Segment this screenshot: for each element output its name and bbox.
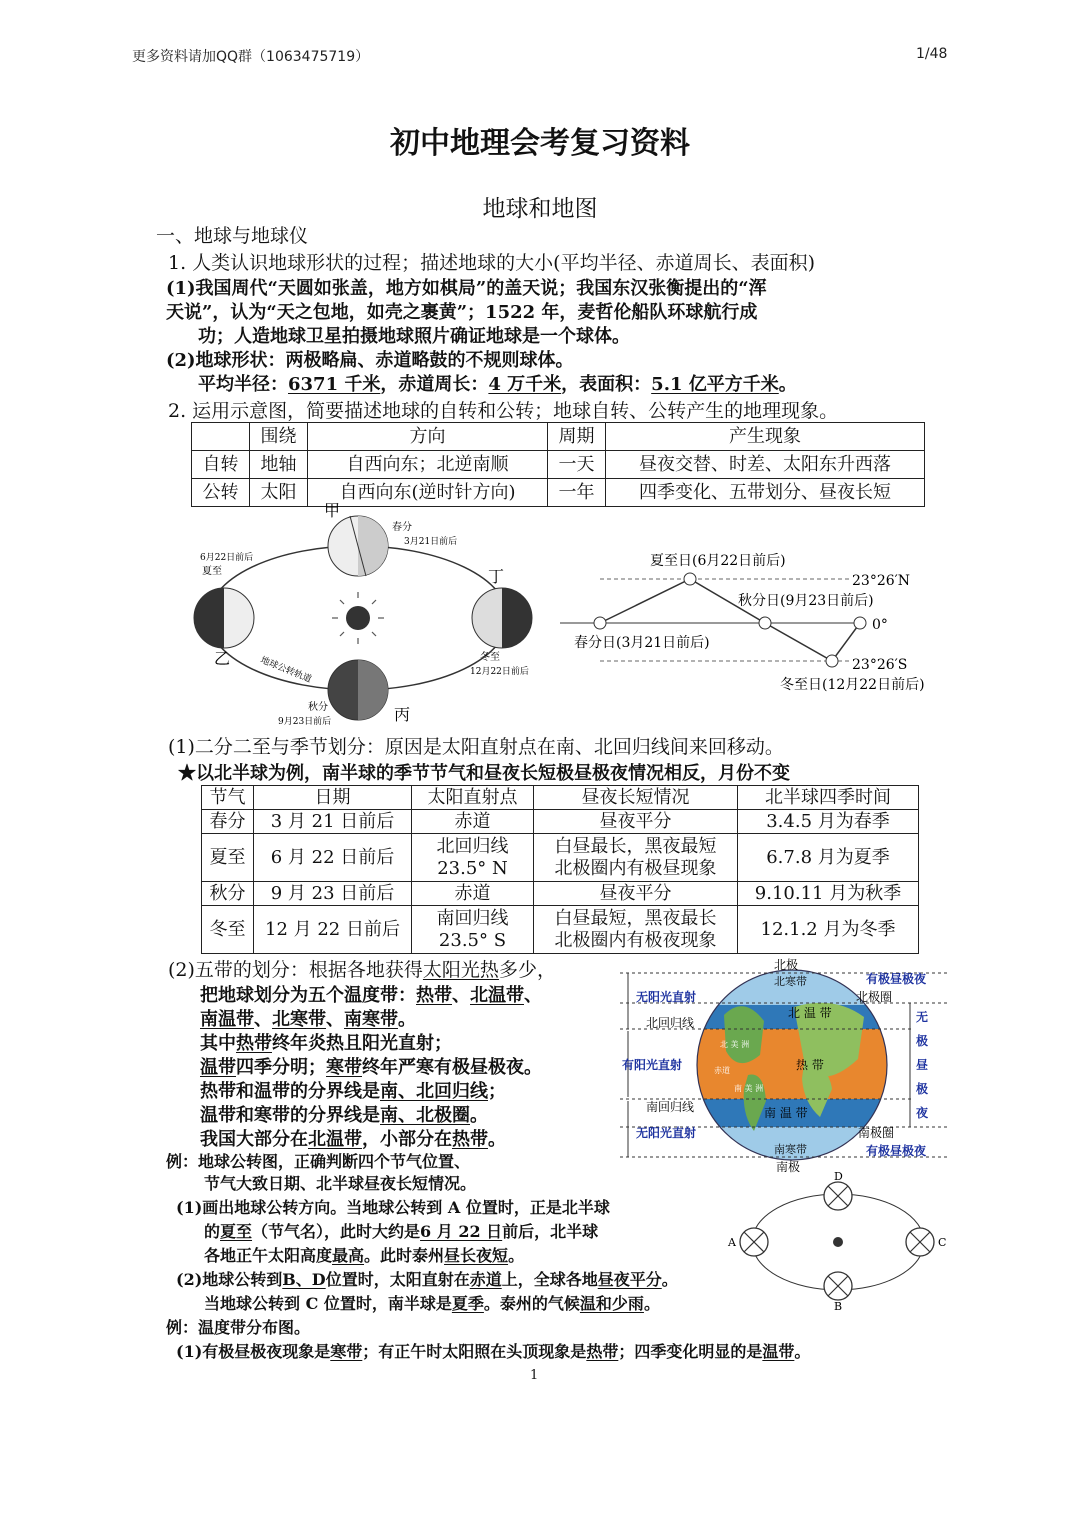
tropic-s-label: 23°26′S <box>852 657 908 673</box>
zones-line-6 <box>200 1080 506 1104</box>
table-header-row <box>202 786 919 810</box>
chunfen-date: 3月21日前后 <box>404 537 458 547</box>
xiazhi-label: 夏至日(6月22日前后) <box>650 553 786 569</box>
label-bing: 丙 <box>394 705 411 724</box>
text: 。 <box>488 1129 506 1150</box>
example1-line-2: 节气大致日期、北半球昼夜长短情况。 <box>204 1174 477 1193</box>
text: 热带和温带的分界线是 <box>200 1081 380 1102</box>
example1-line-3: (1)画出地球公转方向。当地球公转到 A 位置时，正是北半球 <box>176 1198 610 1217</box>
example2-line-2 <box>176 1340 810 1364</box>
answer: 4 万千米 <box>488 374 562 395</box>
cell-line: 白昼最长，黑夜最短 <box>554 835 717 857</box>
char: 极 <box>916 1082 929 1096</box>
text: 的 <box>204 1222 221 1241</box>
table-cell <box>534 906 738 954</box>
label-yi: 乙 <box>214 649 231 668</box>
table-cell: 夏至 <box>202 834 254 882</box>
table-cell: 一天 <box>548 451 606 479</box>
point-2: 2. 运用示意图，简要描述地球的自转和公转；地球自转、公转产生的地理现象。 <box>168 400 839 422</box>
text: 当地球公转到 C 位置时，南半球是 <box>204 1294 452 1313</box>
tropic-capricorn-label: 南回归线 <box>646 1100 695 1114</box>
answer: 热带 <box>586 1342 619 1361</box>
text: 把地球划分为五个温度带： <box>200 985 416 1006</box>
qiufen-label: 秋分日(9月23日前后) <box>738 593 874 609</box>
dongzhi-label: 冬至日(12月22日前后) <box>780 677 925 693</box>
answer: 6 月 22 日 <box>420 1222 503 1241</box>
table-cell: 北半球四季时间 <box>738 786 919 810</box>
char: 昼 <box>916 1058 929 1072</box>
text: ，小部分在 <box>362 1129 452 1150</box>
orbit-label: 地球公转轨道 <box>258 655 313 686</box>
example1-line-6 <box>176 1268 678 1292</box>
example1-line-4 <box>204 1220 598 1244</box>
table-cell: 6.7.8 月为夏季 <box>738 834 919 882</box>
text: 温带和寒带的分界线是 <box>200 1105 380 1126</box>
text: (2)地球公转到 <box>176 1270 283 1289</box>
zones-line-2 <box>200 984 542 1008</box>
text: 。 <box>794 1342 811 1361</box>
answer: 最高 <box>332 1246 365 1265</box>
label-c: C <box>938 1236 947 1249</box>
zones-line-3 <box>200 1008 416 1032</box>
text: 平均半径： <box>198 374 288 395</box>
table-cell: 地轴 <box>250 451 308 479</box>
qiufen-date: 9月23日前后 <box>278 717 332 727</box>
polar-bottom-label: 有极昼极夜 <box>866 1144 927 1158</box>
text: 四季分明； <box>236 1057 326 1078</box>
table-row <box>202 834 919 882</box>
char: 无 <box>916 1010 929 1024</box>
answer: 热带 <box>236 1033 272 1054</box>
text: 位置时，太阳直射在 <box>325 1270 470 1289</box>
text: 、 <box>452 985 470 1006</box>
answer: 昼夜平分 <box>597 1270 662 1289</box>
north-temperate-label: 北 温 带 <box>788 1006 832 1020</box>
tropical-label: 热 带 <box>796 1058 824 1072</box>
table-cell: 赤道 <box>412 882 534 906</box>
south-america-label: 南 美 洲 <box>734 1084 764 1093</box>
table-cell: 公转 <box>192 479 250 507</box>
table-cell <box>534 834 738 882</box>
text: 。 <box>643 1294 660 1313</box>
abcd-orbit-diagram <box>724 1172 950 1312</box>
table-cell: 方向 <box>308 423 548 451</box>
text: 终年炎热且阳光直射； <box>272 1033 452 1054</box>
text: 、 <box>524 985 542 1006</box>
earth-top <box>328 516 388 576</box>
answer: 夏季 <box>451 1294 484 1313</box>
no-direct-top-label: 无阳光直射 <box>636 990 697 1004</box>
table-cell: 3.4.5 月为春季 <box>738 810 919 834</box>
answer: 5.1 亿平方千米 <box>651 374 779 395</box>
table-header-row <box>192 423 925 451</box>
earth-left <box>194 588 254 648</box>
answer: 太阳光热 <box>422 959 499 981</box>
zones-line-1 <box>168 958 556 982</box>
solar-terms-table <box>201 785 919 954</box>
section-title: 地球和地图 <box>482 196 598 222</box>
answer: 热带 <box>452 1129 488 1150</box>
chunfen-label: 春分日(3月21日前后) <box>574 635 710 651</box>
table-cell: 秋分 <box>202 882 254 906</box>
zones-line-7 <box>200 1104 488 1128</box>
dongzhi-label: 冬至 <box>480 652 500 663</box>
zones-line-8 <box>200 1128 506 1152</box>
header-note: 更多资料请加QQ群（1063475719） <box>132 49 370 65</box>
sun-icons <box>594 573 866 667</box>
table-cell: 太阳直射点 <box>412 786 534 810</box>
example1-line-5 <box>204 1244 524 1268</box>
table-cell: 自转 <box>192 451 250 479</box>
qiufen-label: 秋分 <box>308 702 328 713</box>
answer: 赤道 <box>469 1270 502 1289</box>
page-title: 初中地理会考复习资料 <box>390 126 690 161</box>
cell-line: 北回归线 <box>436 835 509 857</box>
answer: 昼长夜短 <box>444 1246 509 1265</box>
table-cell: 自西向东(逆时针方向) <box>308 479 548 507</box>
north-pole-label: 北极 <box>774 958 799 972</box>
table-cell: 产生现象 <box>606 423 925 451</box>
text: 、 <box>326 1009 344 1030</box>
text: 终年严寒有极昼极夜。 <box>362 1057 542 1078</box>
table-row <box>202 906 919 954</box>
table-cell: 周期 <box>548 423 606 451</box>
earth-orbit-diagram <box>190 500 560 728</box>
table-cell <box>192 423 250 451</box>
earth-shape: (2)地球形状：两极略扁、赤道略鼓的不规则球体。 <box>166 350 574 371</box>
sun-icon <box>833 1237 843 1247</box>
answer: 温带 <box>762 1342 795 1361</box>
direct-label: 有阳光直射 <box>622 1058 683 1072</box>
table-cell: 12 月 22 日前后 <box>254 906 412 954</box>
antarctic-circle-label: 南极圈 <box>858 1126 895 1140</box>
south-temperate-label: 南 温 带 <box>764 1106 808 1120</box>
table-row <box>202 810 919 834</box>
text: 前后，北半球 <box>502 1222 599 1241</box>
text: ；四季变化明显的是 <box>618 1342 763 1361</box>
text: 。泰州的气候 <box>483 1294 580 1313</box>
table-cell: 四季变化、五带划分、昼夜长短 <box>606 479 925 507</box>
table-cell: 太阳 <box>250 479 308 507</box>
label-ding: 丁 <box>488 567 505 586</box>
page-counter: 1/48 <box>916 46 948 62</box>
text: 其中 <box>200 1033 236 1054</box>
text: ，赤道周长： <box>380 374 489 395</box>
equator-label: 0° <box>872 617 888 633</box>
no-polar-vertical-label <box>915 1009 929 1120</box>
seasons-cause: (1)二分二至与季节划分：原因是太阳直射点在南、北回归线间来回移动。 <box>168 736 784 758</box>
example2-line-1: 例：温度带分布图。 <box>166 1318 311 1337</box>
text: ，表面积： <box>561 374 652 395</box>
south-frigid-label: 南寒带 <box>774 1143 807 1156</box>
text: ；有正午时太阳照在头顶现象是 <box>362 1342 587 1361</box>
answer: 温带 <box>200 1057 236 1078</box>
text: ； <box>488 1081 506 1102</box>
earth-right <box>472 588 532 648</box>
table-cell: 昼夜平分 <box>534 882 738 906</box>
text: (2)五带的划分：根据各地获得 <box>168 959 423 981</box>
char: 夜 <box>916 1106 929 1120</box>
table-cell: 6 月 22 日前后 <box>254 834 412 882</box>
no-direct-bottom-label: 无阳光直射 <box>636 1126 697 1140</box>
example1-line-7 <box>204 1292 660 1316</box>
table-cell: 节气 <box>202 786 254 810</box>
label-b: B <box>834 1300 843 1312</box>
table-row <box>202 882 919 906</box>
answer: B、D <box>282 1270 326 1289</box>
cell-line: 北极圈内有极夜现象 <box>554 929 717 951</box>
label-d: D <box>834 1172 843 1183</box>
table-cell: 9 月 23 日前后 <box>254 882 412 906</box>
earth-bottom <box>328 660 388 720</box>
tropic-cancer-label: 北回归线 <box>646 1016 695 1030</box>
text: 、 <box>254 1009 272 1030</box>
page-number: 1 <box>530 1368 539 1383</box>
table-cell: 春分 <box>202 810 254 834</box>
text: 。此时泰州 <box>364 1246 445 1265</box>
text: (1)有极昼极夜现象是 <box>176 1342 331 1361</box>
text: 各地正午太阳高度 <box>204 1246 333 1265</box>
example1-line-1: 例：地球公转图，正确判断四个节气位置、 <box>166 1152 471 1171</box>
table-row <box>192 451 925 479</box>
table-cell: 12.1.2 月为冬季 <box>738 906 919 954</box>
table-cell: 9.10.11 月为秋季 <box>738 882 919 906</box>
sun-direct-point-diagram <box>560 545 930 695</box>
section-heading: 一、地球与地球仪 <box>156 225 309 247</box>
answer: 热带 <box>416 985 452 1006</box>
answer: 南、北极圈 <box>380 1105 470 1126</box>
answer: 寒带 <box>326 1057 362 1078</box>
answer: 温和少雨 <box>579 1294 644 1313</box>
answer: 夏至 <box>220 1222 253 1241</box>
text: 。 <box>661 1270 678 1289</box>
tropic-n-label: 23°26′N <box>852 573 911 589</box>
point-1: 1. 人类认识地球形状的过程；描述地球的大小(平均半径、赤道周长、表面积) <box>168 252 815 274</box>
seasons-note: ★以北半球为例，南半球的季节节气和昼夜长短极昼极夜情况相反，月份不变 <box>178 763 790 784</box>
cell-line: 白昼最短，黑夜最长 <box>554 907 717 929</box>
text: （节气名），此时大约是 <box>252 1222 421 1241</box>
table-cell: 自西向东；北逆南顺 <box>308 451 548 479</box>
temperature-zones-globe <box>614 955 950 1177</box>
xiazhi-label: 夏至 <box>202 566 222 577</box>
table-cell: 日期 <box>254 786 412 810</box>
history-line-1: (1)我国周代“天圆如张盖，地方如棋局”的盖天说；我国东汉张衡提出的“浑 <box>166 278 767 299</box>
answer: 北温带 <box>308 1129 362 1150</box>
table-cell <box>412 906 534 954</box>
table-cell: 昼夜长短情况 <box>534 786 738 810</box>
table-cell <box>412 834 534 882</box>
text: 。 <box>778 374 797 395</box>
label-a: A <box>728 1236 736 1249</box>
cell-line: 23.5° N <box>437 857 508 879</box>
answer: 北温带 <box>470 985 524 1006</box>
earth-size <box>198 373 797 397</box>
rotation-revolution-table <box>191 422 925 507</box>
char: 极 <box>916 1034 929 1048</box>
answer: 寒带 <box>330 1342 363 1361</box>
label-jia: 甲 <box>324 501 341 520</box>
history-line-3: 功；人造地球卫星拍摄地球照片确证地球是一个球体。 <box>198 326 630 347</box>
zones-line-4 <box>200 1032 452 1056</box>
south-pole-label: 南极 <box>776 1160 801 1174</box>
zones-line-5 <box>200 1056 542 1080</box>
xiazhi-date: 6月22日前后 <box>200 553 254 563</box>
cell-line: 23.5° S <box>438 929 507 951</box>
north-america-label: 北 美 洲 <box>720 1040 750 1049</box>
answer: 南、北回归线 <box>380 1081 488 1102</box>
table-cell: 3 月 21 日前后 <box>254 810 412 834</box>
answer: 6371 千米 <box>288 374 381 395</box>
table-cell: 昼夜平分 <box>534 810 738 834</box>
polar-top-label: 有极昼极夜 <box>866 972 927 986</box>
equator-small-label: 赤道 <box>714 1066 730 1075</box>
answer: 北寒带 <box>272 1009 326 1030</box>
arctic-circle-label: 北极圈 <box>856 990 893 1004</box>
table-cell: 围绕 <box>250 423 308 451</box>
text: 。 <box>470 1105 488 1126</box>
answer: 南温带 <box>200 1009 254 1030</box>
cell-line: 南回归线 <box>436 907 509 929</box>
history-line-2: 天说”，认为“天之包地，如壳之裹黄”；1522 年，麦哲伦船队环球航行成 <box>166 302 758 323</box>
dongzhi-date: 12月22日前后 <box>470 667 529 677</box>
sun-icon <box>346 606 370 630</box>
text: 上，全球各地 <box>501 1270 598 1289</box>
chunfen-label: 春分 <box>392 522 412 533</box>
cell-line: 北极圈内有极昼现象 <box>554 857 717 879</box>
north-frigid-label: 北寒带 <box>774 975 807 988</box>
text: 。 <box>398 1009 416 1030</box>
table-cell: 一年 <box>548 479 606 507</box>
answer: 南寒带 <box>344 1009 398 1030</box>
text: 多少， <box>498 959 556 981</box>
text: 。 <box>508 1246 525 1265</box>
table-cell: 冬至 <box>202 906 254 954</box>
table-cell: 昼夜交替、时差、太阳东升西落 <box>606 451 925 479</box>
table-cell: 赤道 <box>412 810 534 834</box>
text: 我国大部分在 <box>200 1129 308 1150</box>
